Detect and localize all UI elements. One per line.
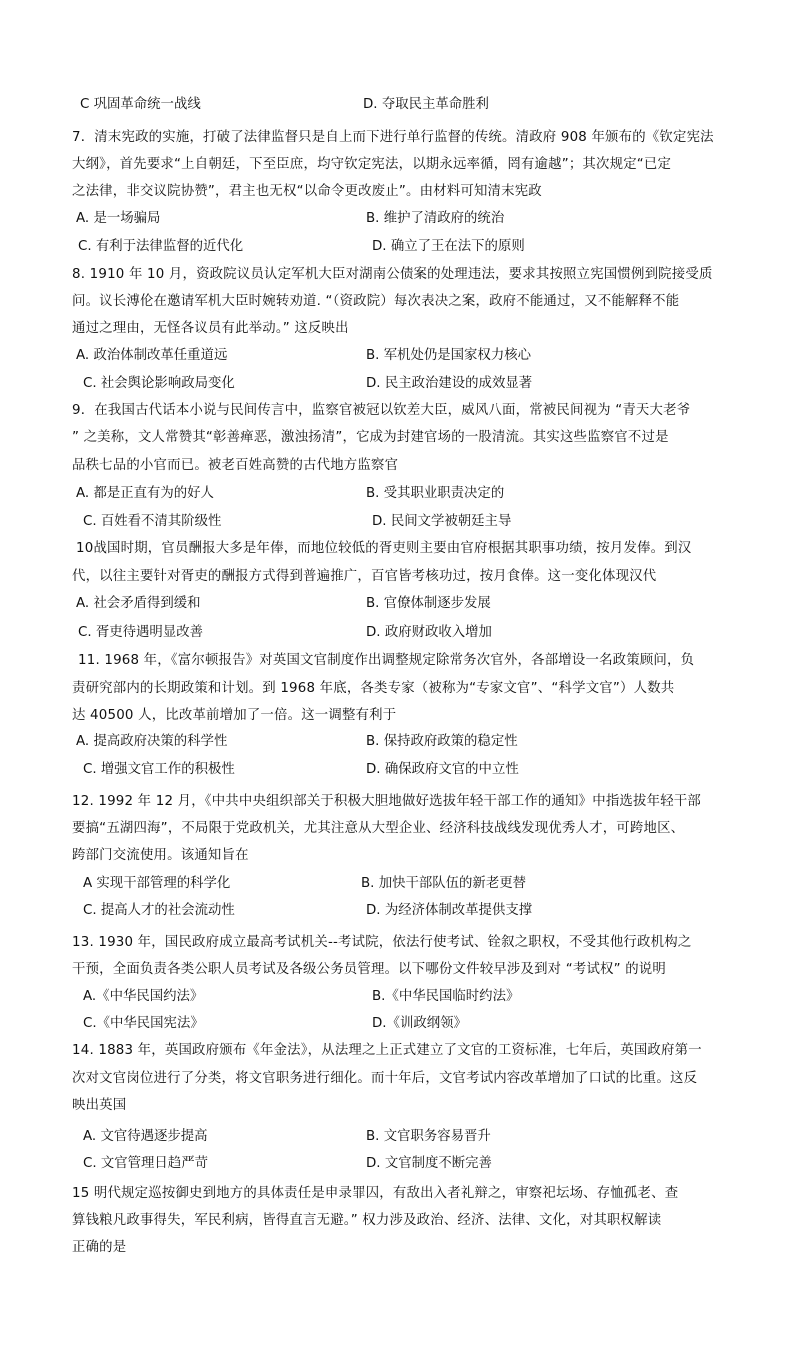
q10-stem-line-1: 10战国时期，官员酬报大多是年俸，而地位较低的胥吏则主要由官府根据其职事功绩，按月发俸。到汉 [76,541,692,556]
q13-stem-line-1: 13. 1930 年，国民政府成立最高考试机关--考试院，依法行使考试、铨叙之职权，不受其他行政机构之 [72,935,692,950]
q12-stem-line-1: 12. 1992 年 12 月，《中共中央组织部关于积极大胆地做好选拔年轻干部工作的通知》中指选拔年轻干部 [72,794,701,809]
q14-option-d: D. 文官制度不断完善 [366,1156,492,1171]
q8-stem-line-1: 8. 1910 年 10 月，资政院议员认定军机大臣对湖南公债案的处理违法，要求其按照立宪国惯例到院接受质 [72,267,713,282]
q14-option-c: C. 文官管理日趋严苛 [83,1156,208,1171]
q10-option-c: C. 胥吏待遇明显改善 [78,625,203,640]
q11-stem-line-3: 达 40500 人，比改革前增加了一倍。这一调整有利于 [72,708,397,723]
q14-option-b: B. 文官职务容易晋升 [366,1129,491,1144]
q8-stem-line-3: 通过之理由，无怪各议员有此举动。” 这反映出 [72,321,349,336]
q8-option-b: B. 军机处仍是国家权力核心 [366,348,531,363]
q13-option-a: A.《中华民国约法》 [83,989,204,1004]
q12-option-b: B. 加快干部队伍的新老更替 [361,876,526,891]
q14-stem-line-3: 映出英国 [72,1098,127,1113]
q15-stem-line-3: 正确的是 [72,1240,127,1255]
q10-option-a: A. 社会矛盾得到缓和 [76,596,201,611]
q9-option-c: C. 百姓看不清其阶级性 [83,514,222,529]
q12-option-a: A 实现干部管理的科学化 [83,876,231,891]
q9-option-b: B. 受其职业职责决定的 [366,486,505,501]
q8-stem-line-2: 问。议长溥伦在邀请军机大臣时婉转劝道. “（资政院）每次表决之案，政府不能通过，又不能解释不能 [72,294,680,309]
q13-option-c: C.《中华民国宪法》 [83,1016,204,1031]
q14-option-a: A. 文官待遇逐步提高 [83,1129,208,1144]
q11-option-a: A. 提高政府决策的科学性 [76,734,228,749]
q9-stem-line-3: 品秩七品的小官而已。被老百姓高赞的古代地方监察官 [72,458,399,473]
q14-stem-line-2: 次对文官岗位进行了分类，将文官职务进行细化。而十年后，文官考试内容改革增加了口试的比重。这反 [72,1071,698,1086]
q9-stem-line-1: 9．在我国古代话本小说与民间传言中，监察官被冠以钦差大臣，威风八面，常被民间视为 “青天大老爷 [72,403,691,418]
q7-stem-line-1: 7．清末宪政的实施，打破了法律监督只是自上而下进行单行监督的传统。清政府 908 年颁布的《钦定宪法 [72,130,714,145]
q10-option-d: D. 政府财政收入增加 [366,625,492,640]
q7-stem-line-2: 大纲》，首先要求“上自朝廷，下至臣庶，均守钦定宪法，以期永远率循，罔有逾越”；其次规定“已定 [72,157,672,172]
q7-option-a: A. 是一场骗局 [76,211,161,226]
q7-option-b: B. 维护了清政府的统治 [366,211,505,226]
q8-option-c: C. 社会舆论影响政局变化 [83,376,235,391]
q9-option-d: D. 民间文学被朝廷主导 [372,514,512,529]
q13-stem-line-2: 干预，全面负责各类公职人员考试及各级公务员管理。以下哪份文件较早涉及到对 “考试权” 的说明 [72,962,666,977]
q8-option-d: D. 民主政治建设的成效显著 [366,376,533,391]
q11-option-d: D. 确保政府文官的中立性 [366,762,519,777]
q7-option-c: C. 有利于法律监督的近代化 [78,239,244,254]
q12-stem-line-3: 跨部门交流使用。该通知旨在 [72,848,249,863]
q9-option-a: A. 都是正直有为的好人 [76,486,214,501]
q8-option-a: A. 政治体制改革任重道远 [76,348,228,363]
q7-option-d: D. 确立了王在法下的原则 [372,239,525,254]
q6-option-c: C 巩固革命统一战线 [80,97,201,112]
q12-stem-line-2: 要搞“五湖四海”，不局限于党政机关，尤其注意从大型企业、经济科技战线发现优秀人才，可跨地区、 [72,821,685,836]
q7-stem-line-3: 之法律，非交议院协赞”，君主也无权“以命令更改废止”。由材料可知清末宪政 [72,184,542,199]
q12-option-c: C. 提高人才的社会流动性 [83,903,235,918]
q15-stem-line-2: 算钱粮凡政事得失，军民利病，皆得直言无避。” 权力涉及政治、经济、法律、文化，对其职权解读 [72,1213,662,1228]
q10-stem-line-2: 代，以往主要针对胥吏的酬报方式得到普遍推广，百官皆考核功过，按月食俸。这一变化体现汉代 [72,569,657,584]
q13-option-d: D.《训政纲领》 [372,1016,467,1031]
q14-stem-line-1: 14. 1883 年，英国政府颁布《年金法》，从法理之上正式建立了文官的工资标准，七年后，英国政府第一 [72,1043,702,1058]
q6-option-d: D. 夺取民主革命胜利 [363,97,489,112]
q12-option-d: D. 为经济体制改革提供支撑 [366,903,533,918]
q13-option-b: B.《中华民国临时约法》 [372,989,520,1004]
q9-stem-line-2: ” 之美称，文人常赞其“彰善瘅恶，激浊扬清”，它成为封建官场的一股清流。其实这些监察官不过是 [72,430,669,445]
q11-option-c: C. 增强文官工作的积极性 [83,762,235,777]
q15-stem-line-1: 15 明代规定巡按御史到地方的具体责任是申录罪囚，有敌出入者礼辩之，审察祀坛场、存恤孤老、查 [72,1186,679,1201]
q11-stem-line-2: 责研究部内的长期政策和计划。到 1968 年底，各类专家（被称为“专家文官”、“科学文官”）人数共 [72,681,675,696]
q10-option-b: B. 官僚体制逐步发展 [366,596,491,611]
q11-stem-line-1: 11. 1968 年，《富尔顿报告》对英国文官制度作出调整规定除常务次官外，各部增设一名政策顾问，负 [78,653,695,668]
q11-option-b: B. 保持政府政策的稳定性 [366,734,518,749]
